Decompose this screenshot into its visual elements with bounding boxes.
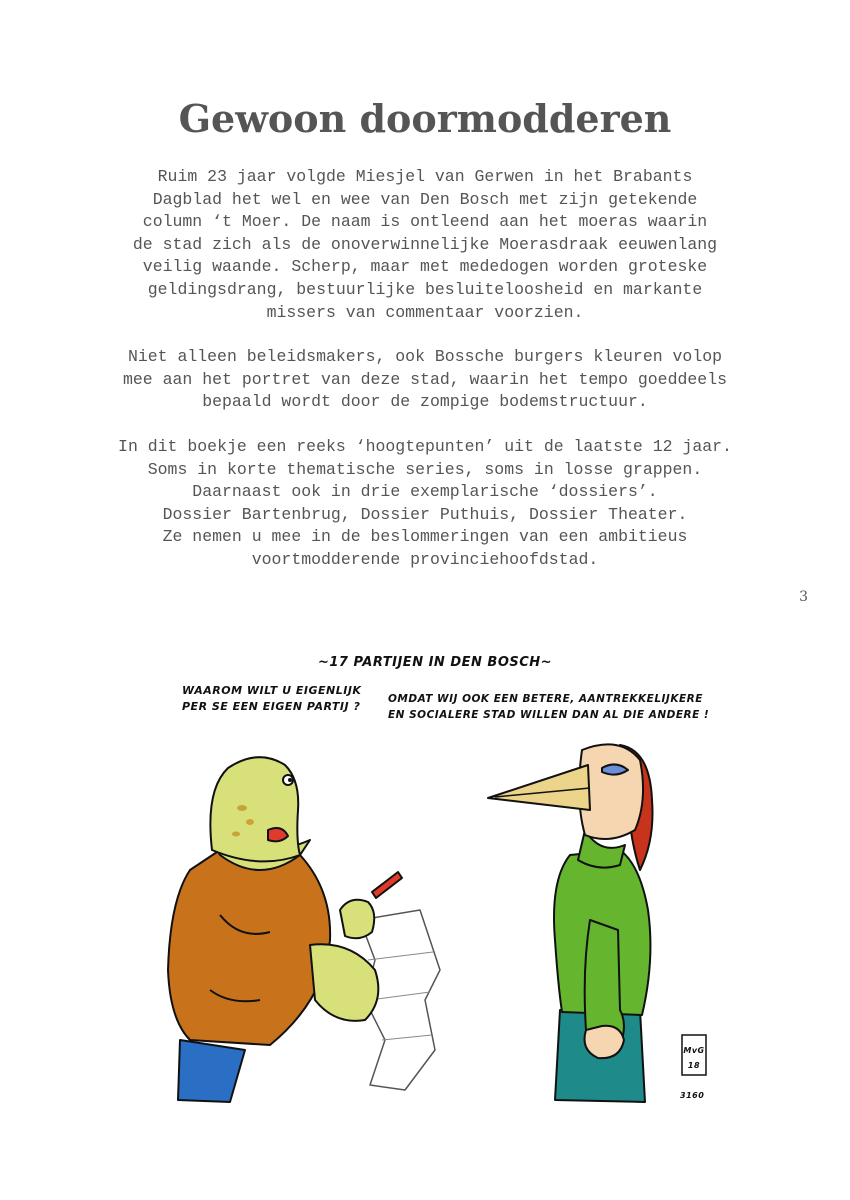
text-line: missers van commentaar voorzien. (266, 302, 584, 322)
text-line: Ruim 23 jaar volgde Miesjel van Gerwen in het Brabants (157, 167, 693, 186)
text-line: Soms in korte thematische series, soms in losse grappen. (147, 459, 703, 479)
speech-right-line-1: OMDAT WIJ OOK EEN BETERE, AANTREKKELIJKERE (388, 693, 703, 705)
signature-initials: MvG (683, 1046, 705, 1055)
text-line: de stad zich als de onoverwinnelijke Moerasdraak eeuwenlang (132, 234, 718, 254)
paragraph-2 (100, 346, 750, 414)
speech-left-line-1: WAAROM WILT U EIGENLIJK (182, 684, 362, 697)
cartoon-caption: ~17 PARTIJEN IN DEN BOSCH~ (317, 655, 553, 670)
right-character (488, 744, 653, 1102)
text-line: Niet alleen beleidsmakers, ook Bossche burgers kleuren volop (127, 347, 723, 367)
page-title: Gewoon doormodderen (178, 96, 672, 141)
artist-signature (682, 1035, 706, 1075)
text-line: mee aan het portret van deze stad, waarin het tempo goeddeels (123, 369, 727, 389)
paragraph-1 (100, 166, 750, 324)
paragraph-3 (100, 436, 750, 572)
text-line: In dit boekje een reeks ‘hoogtepunten’ uit de laatste 12 jaar. (118, 436, 732, 456)
text-line: Daarnaast ook in drie exemplarische ‘dossiers’. (192, 482, 658, 502)
page-number: 3 (799, 589, 808, 605)
strip-number: 3160 (680, 1091, 705, 1100)
text-line: column ‘t Moer. De naam is ontleend aan het moeras waarin (142, 212, 708, 232)
text-line: Dossier Bartenbrug, Dossier Puthuis, Dossier Theater. (162, 504, 688, 524)
signature-year: 18 (687, 1061, 701, 1070)
text-line: voortmodderende provinciehoofdstad. (251, 549, 599, 569)
cartoon-illustration (150, 640, 710, 1110)
text-line: Dagblad het wel en wee van Den Bosch met zijn getekende (152, 189, 698, 209)
speech-left-line-2: PER SE EEN EIGEN PARTIJ ? (182, 700, 361, 713)
text-line: veilig waande. Scherp, maar met mededogen worden groteske (142, 257, 708, 277)
text-line: Ze nemen u mee in de beslommeringen van een ambitieus (162, 527, 688, 547)
text-line: geldingsdrang, bestuurlijke besluiteloosheid en markante (147, 279, 703, 299)
text-line: bepaald wordt door de zompige bodemstructuur. (202, 392, 648, 412)
speech-right-line-2: EN SOCIALERE STAD WILLEN DAN AL DIE ANDERE ! (388, 709, 710, 721)
intro-text (100, 166, 750, 594)
left-character (168, 757, 440, 1102)
